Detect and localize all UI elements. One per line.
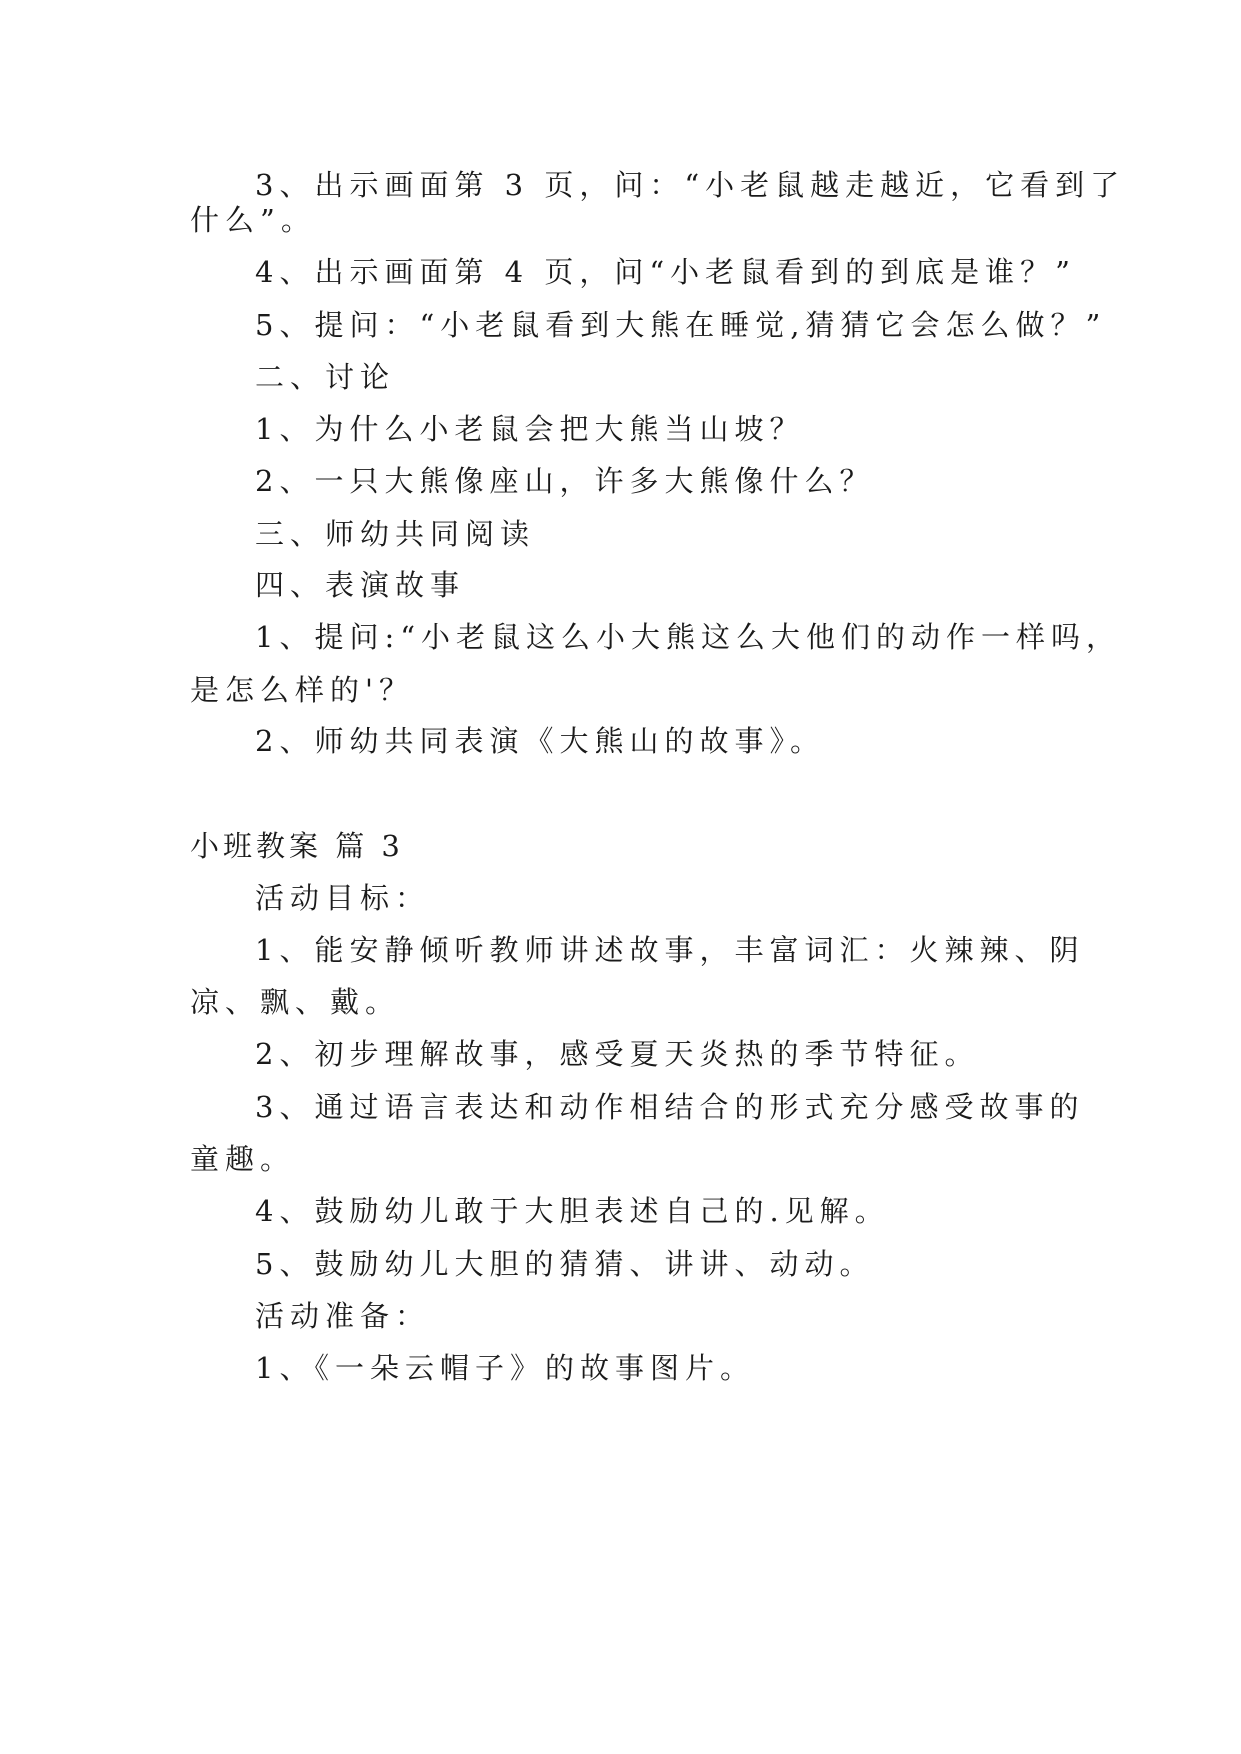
paragraph-line: 什么”。 xyxy=(190,203,316,237)
paragraph-line: 3、出示画面第 3 页，问：“小老鼠越走越近，它看到了 xyxy=(255,168,1126,202)
paragraph-line: 童趣。 xyxy=(190,1142,296,1176)
paragraph-line: 2、一只大熊像座山，许多大熊像什么？ xyxy=(255,464,875,498)
paragraph-line: 3、通过语言表达和动作相结合的形式充分感受故事的 xyxy=(255,1090,1085,1124)
paragraph-line: 4、鼓励幼儿敢于大胆表述自己的.见解。 xyxy=(255,1194,890,1228)
section-heading: 活动目标： xyxy=(255,881,431,915)
paragraph-line: 2、初步理解故事，感受夏天炎热的季节特征。 xyxy=(255,1037,980,1071)
section-heading: 三、师幼共同阅读 xyxy=(255,517,536,551)
section-heading: 四、表演故事 xyxy=(255,568,466,602)
section-heading: 活动准备： xyxy=(255,1299,431,1333)
paragraph-line: 1、提问:“小老鼠这么小大熊这么大他们的动作一样吗， xyxy=(255,620,1122,654)
paragraph-line: 5、鼓励幼儿大胆的猜猜、讲讲、动动。 xyxy=(255,1247,875,1281)
paragraph-line: 4、出示画面第 4 页，问“小老鼠看到的到底是谁？” xyxy=(255,255,1076,289)
paragraph-line: 2、师幼共同表演《大熊山的故事》。 xyxy=(255,724,825,758)
paragraph-line: 5、提问：“小老鼠看到大熊在睡觉,猜猜它会怎么做？” xyxy=(255,308,1107,342)
section-heading: 二、讨论 xyxy=(255,360,396,394)
section-title: 小班教案 篇 3 xyxy=(190,829,404,863)
paragraph-line: 1、《一朵云帽子》的故事图片。 xyxy=(255,1351,755,1385)
paragraph-line: 凉、飘、戴。 xyxy=(190,985,401,1019)
paragraph-line: 1、为什么小老鼠会把大熊当山坡？ xyxy=(255,412,805,446)
paragraph-line: 是怎么样的'？ xyxy=(190,673,414,707)
paragraph-line: 1、能安静倾听教师讲述故事，丰富词汇：火辣辣、阴 xyxy=(255,933,1085,967)
